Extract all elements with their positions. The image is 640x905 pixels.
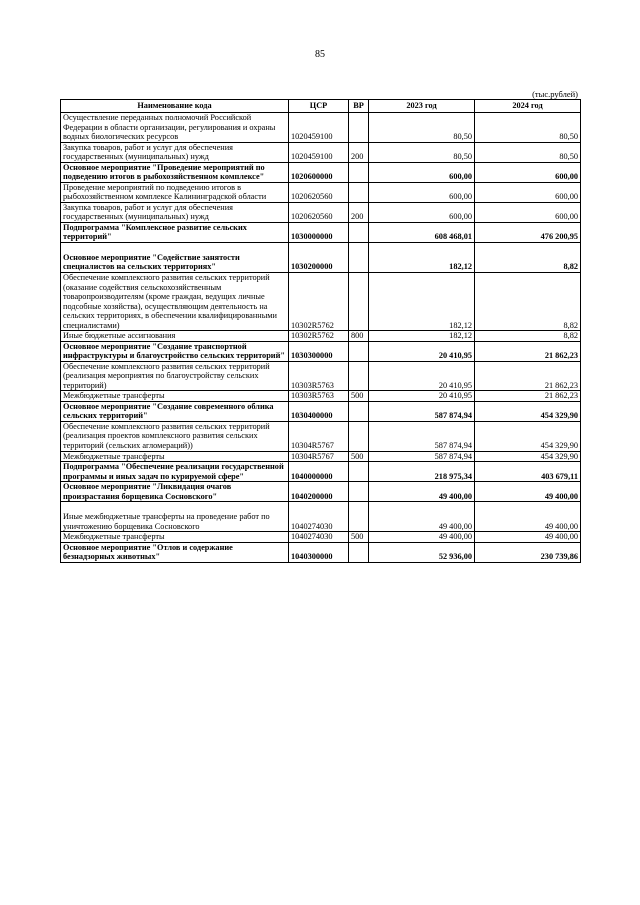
table-row (61, 331, 581, 342)
table-row (61, 532, 581, 543)
row-name-cell (61, 331, 289, 342)
row-2024-cell (475, 272, 581, 330)
cell-text: 49 400,00 (544, 491, 578, 501)
row-vr-cell (349, 272, 369, 330)
cell-text: 1020620560 (291, 212, 333, 222)
row-2024-cell (475, 113, 581, 143)
cell-text: Обеспечение комплексного развития сельских территорий (реализация проектов комплексного развития сельских территорий (сельских агломераций)) (63, 421, 270, 450)
cell-text: Обеспечение комплексного развития сельских территорий (реализация мероприятия по благоустройству сельских территорий) (63, 361, 270, 390)
cell-text: 454 329,90 (540, 451, 578, 461)
row-2023-cell (369, 331, 475, 342)
row-2023-cell (369, 242, 475, 272)
row-csr-cell (289, 532, 349, 543)
header-2023: 2023 год (369, 100, 475, 113)
cell-text: 800 (351, 331, 364, 341)
row-csr-cell (289, 542, 349, 562)
row-name-cell (61, 202, 289, 222)
row-2024-cell (475, 202, 581, 222)
row-2024-cell (475, 482, 581, 502)
cell-text: 10302R5762 (291, 331, 334, 341)
table-row (61, 202, 581, 222)
row-2024-cell (475, 391, 581, 402)
cell-text: 21 862,23 (544, 351, 578, 361)
row-vr-cell (349, 532, 369, 543)
row-2024-cell (475, 242, 581, 272)
cell-text: 600,00 (449, 192, 472, 202)
row-2024-cell (475, 532, 581, 543)
row-2024-cell (475, 162, 581, 182)
row-csr-cell (289, 401, 349, 421)
cell-text: 80,50 (559, 132, 578, 142)
cell-text: Закупка товаров, работ и услуг для обеспечения государственных (муниципальных) нужд (63, 142, 233, 162)
cell-text: 182,12 (449, 331, 472, 341)
row-csr-cell (289, 113, 349, 143)
row-name-cell (61, 532, 289, 543)
row-name-cell (61, 162, 289, 182)
table-row (61, 113, 581, 143)
row-csr-cell (289, 242, 349, 272)
cell-text: 49 400,00 (544, 532, 578, 542)
table-row (61, 502, 581, 532)
cell-text: 1020459100 (291, 152, 333, 162)
cell-text: 608 468,01 (434, 232, 472, 242)
row-2023-cell (369, 451, 475, 462)
row-2024-cell (475, 462, 581, 482)
row-csr-cell (289, 451, 349, 462)
row-name-cell (61, 462, 289, 482)
cell-text: 200 (351, 212, 364, 222)
row-vr-cell (349, 341, 369, 361)
row-vr-cell (349, 462, 369, 482)
cell-text: Основное мероприятие "Ликвидация очагов произрастания борщевика Сосновского" (63, 482, 232, 501)
table-row (61, 451, 581, 462)
cell-text: 1040274030 (291, 521, 333, 531)
row-2023-cell (369, 113, 475, 143)
row-name-cell (61, 341, 289, 361)
row-name-cell (61, 142, 289, 162)
cell-text: 230 739,86 (540, 552, 578, 562)
row-name-cell (61, 242, 289, 272)
table-row (61, 272, 581, 330)
row-name-cell (61, 222, 289, 242)
table-row (61, 401, 581, 421)
cell-text: 1030400000 (291, 411, 333, 421)
row-2024-cell (475, 502, 581, 532)
row-2023-cell (369, 361, 475, 391)
page-number: 85 (315, 49, 325, 60)
cell-text: 500 (351, 391, 364, 401)
row-2023-cell (369, 162, 475, 182)
row-csr-cell (289, 222, 349, 242)
cell-text: Осуществление переданных полномочий Российской Федерации в области организации, регулирования и охраны водных биологических ресурсов (63, 113, 276, 142)
cell-text: 21 862,23 (544, 380, 578, 390)
row-name-cell (61, 182, 289, 202)
row-csr-cell (289, 502, 349, 532)
cell-text: 1040300000 (291, 552, 333, 562)
row-vr-cell (349, 542, 369, 562)
cell-text: 10304R5767 (291, 441, 334, 450)
cell-text: 80,50 (453, 152, 472, 162)
row-vr-cell (349, 391, 369, 402)
row-csr-cell (289, 202, 349, 222)
row-name-cell (61, 361, 289, 391)
cell-text: 1040200000 (291, 491, 333, 501)
header-2024: 2024 год (475, 100, 581, 113)
cell-text: 600,00 (555, 192, 578, 202)
cell-text: Проведение мероприятий по подведению итогов в рыбохозяйственном комплексе Калининградской области (63, 182, 267, 202)
row-2024-cell (475, 222, 581, 242)
row-csr-cell (289, 482, 349, 502)
row-vr-cell (349, 113, 369, 143)
cell-text: 10304R5767 (291, 451, 334, 461)
row-csr-cell (289, 391, 349, 402)
row-csr-cell (289, 182, 349, 202)
cell-text: 1020459100 (291, 132, 333, 142)
row-csr-cell (289, 421, 349, 451)
row-name-cell (61, 451, 289, 462)
row-csr-cell (289, 162, 349, 182)
row-vr-cell (349, 482, 369, 502)
row-name-cell (61, 113, 289, 143)
row-name-cell (61, 272, 289, 330)
row-2024-cell (475, 361, 581, 391)
cell-text: 587 874,94 (434, 441, 472, 450)
cell-text: 49 400,00 (438, 521, 472, 531)
table-row (61, 242, 581, 272)
cell-text: 20 410,95 (438, 391, 472, 401)
row-2024-cell (475, 331, 581, 342)
row-csr-cell (289, 331, 349, 342)
cell-text: 52 936,00 (438, 552, 472, 562)
cell-text: 1020620560 (291, 192, 333, 202)
cell-text: 1040000000 (291, 471, 333, 481)
cell-text: Подпрограмма "Комплексное развитие сельских территорий" (63, 222, 247, 242)
row-vr-cell (349, 361, 369, 391)
row-2023-cell (369, 222, 475, 242)
row-2023-cell (369, 272, 475, 330)
cell-text: 8,82 (563, 331, 578, 341)
row-2024-cell (475, 142, 581, 162)
header-csr: ЦСР (289, 100, 349, 113)
table-row (61, 542, 581, 562)
table-row (61, 482, 581, 502)
row-vr-cell (349, 162, 369, 182)
cell-text: 49 400,00 (544, 521, 578, 531)
cell-text: Основное мероприятие "Создание транспортной инфраструктуры и благоустройство сельских территорий" (63, 341, 285, 361)
row-vr-cell (349, 202, 369, 222)
row-vr-cell (349, 182, 369, 202)
table-row (61, 421, 581, 451)
row-2024-cell (475, 451, 581, 462)
row-spacer (63, 502, 286, 512)
row-2024-cell (475, 182, 581, 202)
row-2024-cell (475, 421, 581, 451)
cell-text: 600,00 (555, 212, 578, 222)
row-csr-cell (289, 272, 349, 330)
cell-text: 21 862,23 (544, 391, 578, 401)
cell-text: 454 329,90 (540, 411, 578, 421)
units-label: (тыс.рублей) (532, 89, 578, 99)
row-2023-cell (369, 502, 475, 532)
row-2023-cell (369, 202, 475, 222)
cell-text: 80,50 (559, 152, 578, 162)
row-2023-cell (369, 482, 475, 502)
row-vr-cell (349, 401, 369, 421)
cell-text: 403 679,11 (541, 471, 578, 481)
table-row (61, 162, 581, 182)
cell-text: 587 874,94 (434, 451, 472, 461)
row-2023-cell (369, 532, 475, 543)
row-2023-cell (369, 401, 475, 421)
row-2024-cell (475, 401, 581, 421)
table-body (61, 113, 581, 563)
table-header-row (61, 100, 581, 113)
table-row (61, 222, 581, 242)
cell-text: 1030000000 (291, 232, 333, 242)
row-2023-cell (369, 341, 475, 361)
cell-text: 500 (351, 451, 364, 461)
row-vr-cell (349, 222, 369, 242)
cell-text: 500 (351, 532, 364, 542)
row-2023-cell (369, 182, 475, 202)
row-2023-cell (369, 462, 475, 482)
table-row (61, 182, 581, 202)
header-name: Наименование кода (61, 100, 289, 113)
cell-text: 20 410,95 (438, 351, 472, 361)
cell-text: 1020600000 (291, 172, 333, 182)
cell-text: 218 975,34 (434, 471, 472, 481)
row-csr-cell (289, 142, 349, 162)
row-csr-cell (289, 361, 349, 391)
row-name-cell (61, 401, 289, 421)
cell-text: 1030300000 (291, 351, 333, 361)
table-row (61, 462, 581, 482)
row-2023-cell (369, 542, 475, 562)
cell-text: 587 874,94 (434, 411, 472, 421)
cell-text: 49 400,00 (438, 532, 472, 542)
row-2024-cell (475, 341, 581, 361)
row-2023-cell (369, 391, 475, 402)
cell-text: Закупка товаров, работ и услуг для обеспечения государственных (муниципальных) нужд (63, 202, 233, 222)
cell-text: Межбюджетные трансферты (63, 391, 165, 401)
cell-text: 476 200,95 (540, 232, 578, 242)
table-row (61, 391, 581, 402)
cell-text: Основное мероприятие "Создание современного облика сельских территорий" (63, 401, 274, 421)
cell-text: 10303R5763 (291, 380, 334, 390)
cell-text: 200 (351, 152, 364, 162)
cell-text: Иные межбюджетные трансферты на проведение работ по уничтожению борщевика Сосновского (63, 512, 270, 531)
cell-text: 10302R5762 (291, 320, 334, 330)
cell-text: 1030200000 (291, 262, 333, 272)
cell-text: Основное мероприятие "Содействие занятости специалистов на сельских территориях" (63, 252, 240, 272)
row-vr-cell (349, 502, 369, 532)
row-vr-cell (349, 331, 369, 342)
header-vr: ВР (349, 100, 369, 113)
cell-text: 80,50 (453, 132, 472, 142)
cell-text: Основное мероприятие "Отлов и содержание безнадзорных животных" (63, 542, 233, 562)
cell-text: 10303R5763 (291, 391, 334, 401)
table-row (61, 361, 581, 391)
cell-text: 8,82 (563, 262, 578, 272)
row-vr-cell (349, 451, 369, 462)
row-name-cell (61, 502, 289, 532)
row-csr-cell (289, 341, 349, 361)
cell-text: Межбюджетные трансферты (63, 451, 165, 461)
row-name-cell (61, 391, 289, 402)
table-row (61, 142, 581, 162)
cell-text: Иные бюджетные ассигнования (63, 331, 176, 341)
row-csr-cell (289, 462, 349, 482)
cell-text: Основное мероприятие "Проведение мероприятий по подведению итогов в рыбохозяйственном комплексе" (63, 162, 265, 182)
cell-text: Обеспечение комплексного развития сельских территорий (оказание содействия сельскохозяйственным товаропроизводителям (кроме граждан, ведущих личные подсобные хозяйства), осуществляющим деятельность на сельских территориях, в обеспечении квалифицированными специалистами) (63, 272, 277, 330)
row-spacer (63, 243, 286, 253)
row-name-cell (61, 542, 289, 562)
cell-text: 600,00 (449, 212, 472, 222)
cell-text: 182,12 (449, 320, 472, 330)
cell-text: 600,00 (555, 172, 578, 182)
row-vr-cell (349, 242, 369, 272)
row-vr-cell (349, 421, 369, 451)
table-row (61, 341, 581, 361)
cell-text: 454 329,90 (540, 441, 578, 450)
cell-text: 8,82 (563, 320, 578, 330)
row-name-cell (61, 421, 289, 451)
budget-table (60, 99, 581, 563)
cell-text: Межбюджетные трансферты (63, 532, 165, 542)
cell-text: Подпрограмма "Обеспечение реализации государственной программы и иных задач по курируемой сфере" (63, 462, 284, 481)
cell-text: 600,00 (449, 172, 472, 182)
row-2023-cell (369, 421, 475, 451)
cell-text: 49 400,00 (438, 491, 472, 501)
cell-text: 20 410,95 (438, 380, 472, 390)
cell-text: 1040274030 (291, 532, 333, 542)
row-name-cell (61, 482, 289, 502)
cell-text: 182,12 (449, 262, 472, 272)
row-2023-cell (369, 142, 475, 162)
row-2024-cell (475, 542, 581, 562)
row-vr-cell (349, 142, 369, 162)
